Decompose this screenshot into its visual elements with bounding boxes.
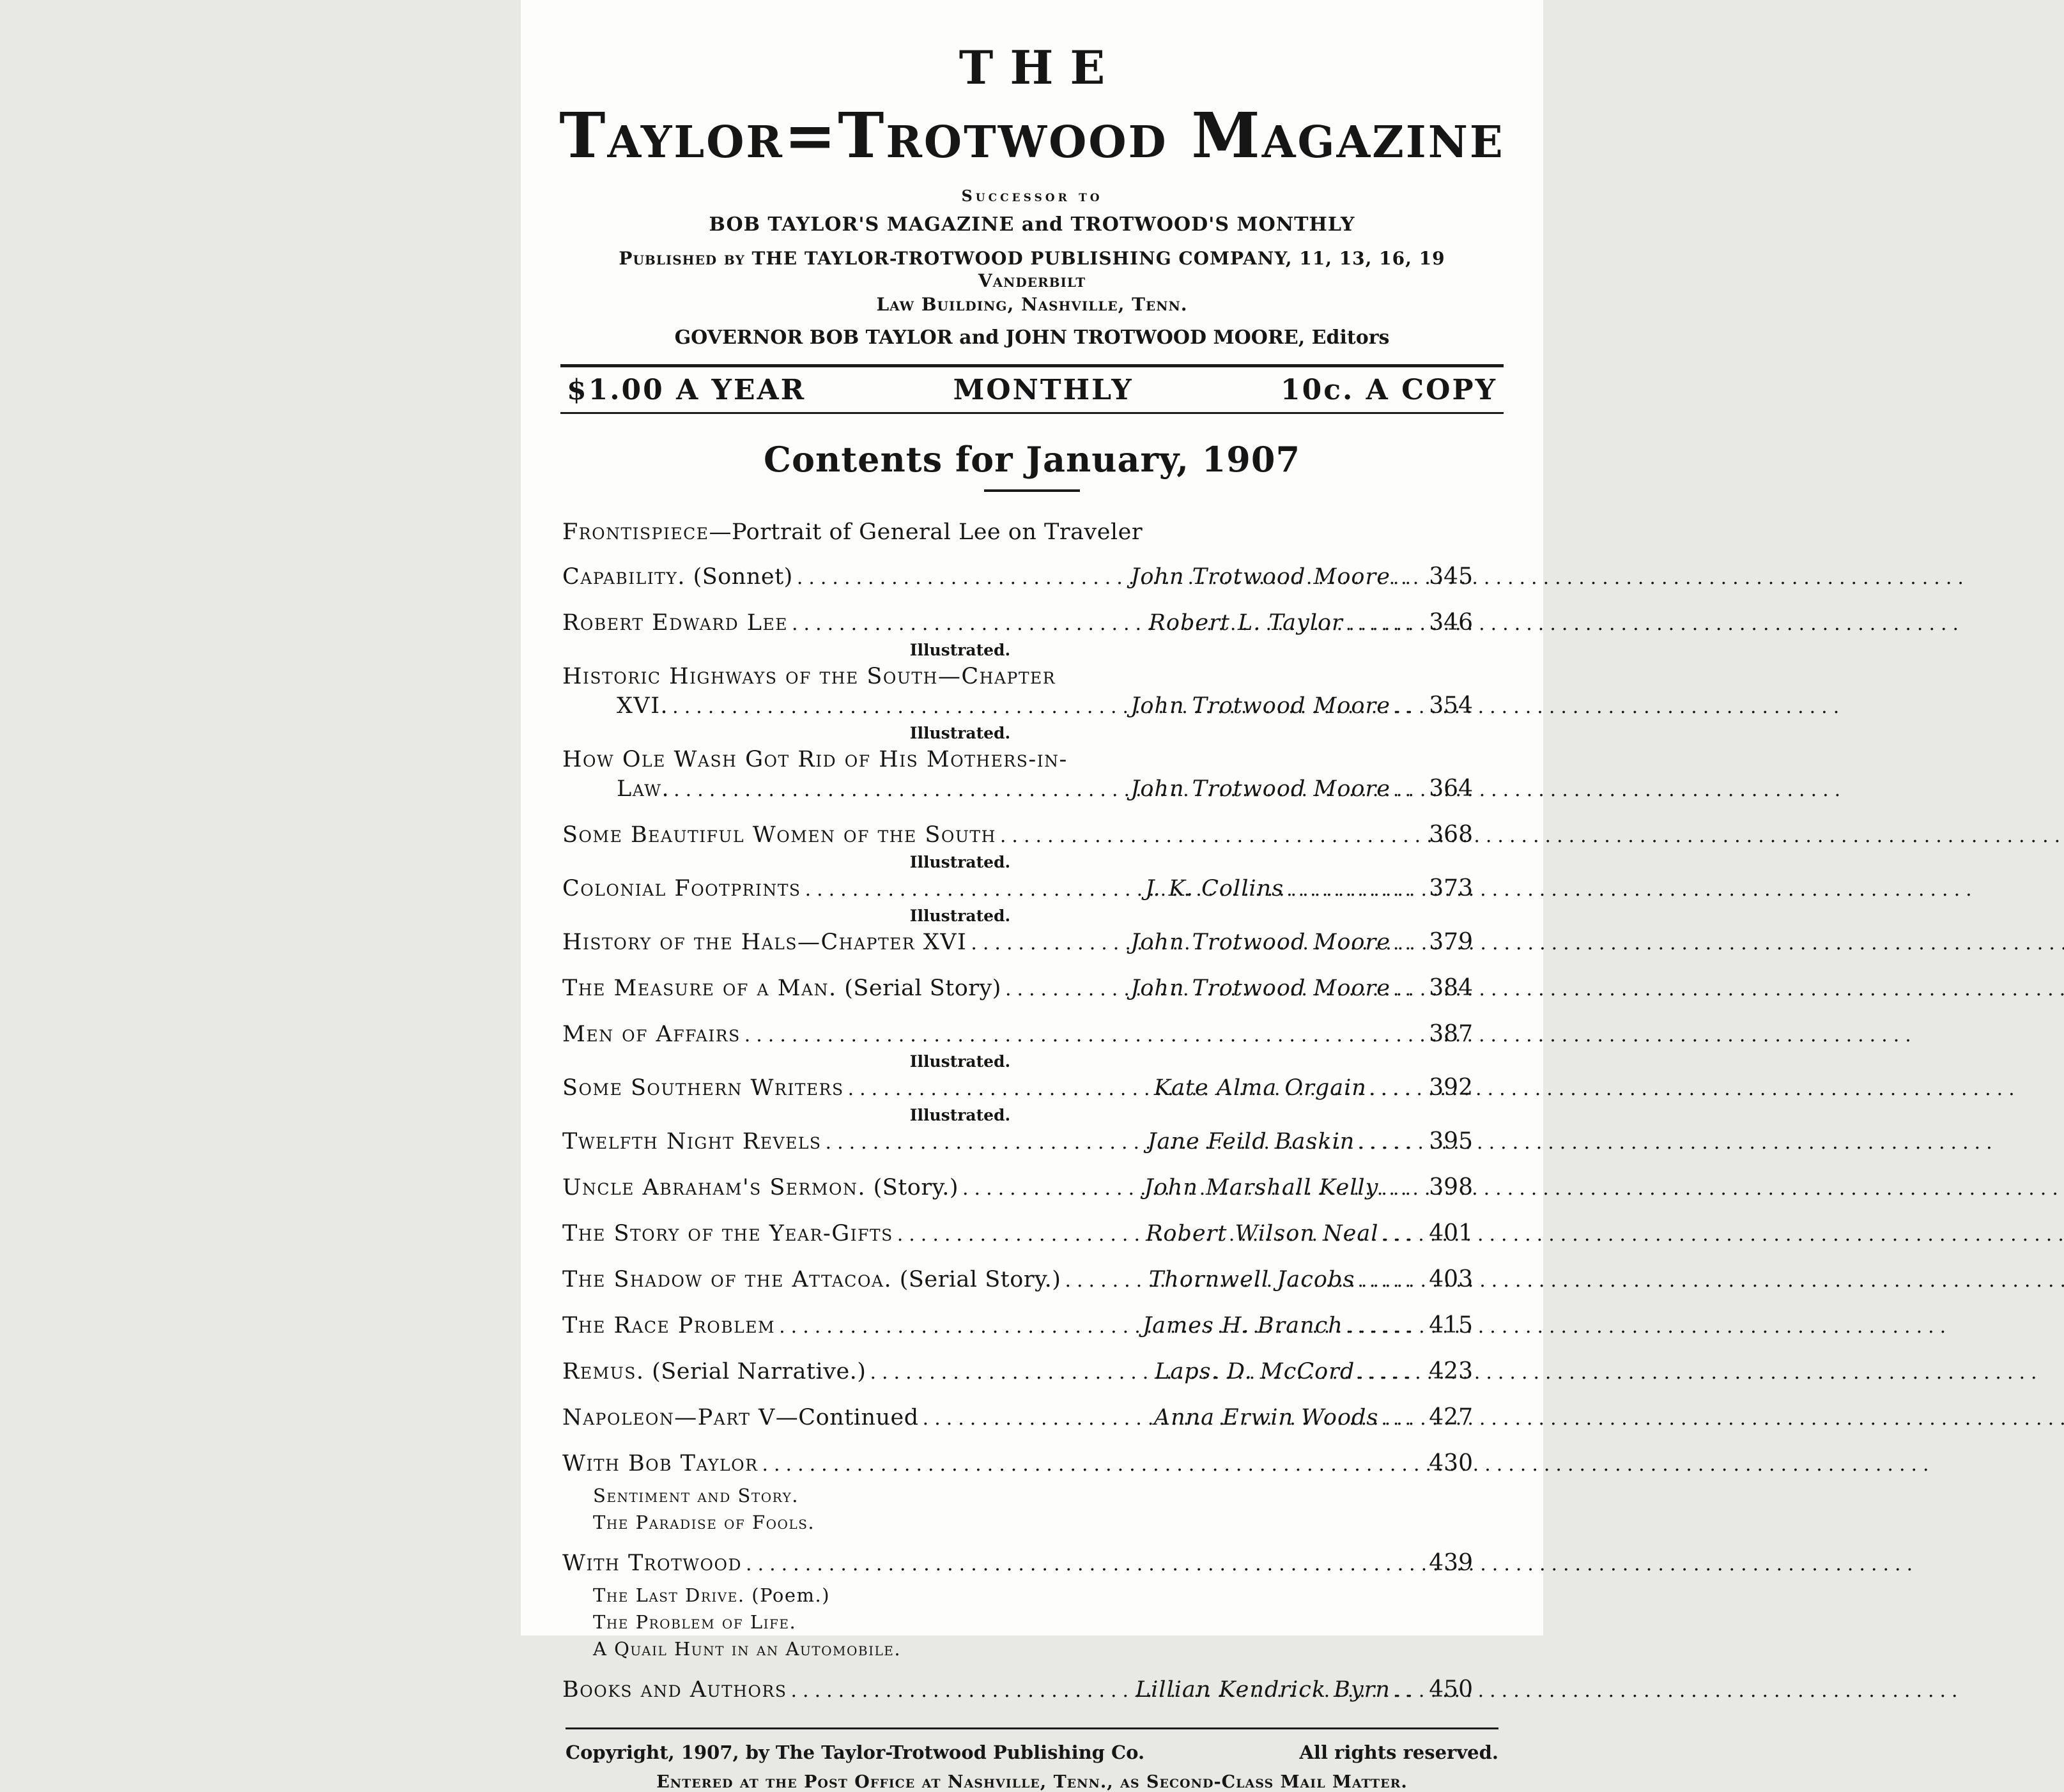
page-number: 373 xyxy=(1429,875,1473,901)
page-number: 345 xyxy=(1429,563,1473,590)
author-name: Robert L. Taylor xyxy=(1148,609,1343,636)
toc-title-suffix: (Serial Narrative.) xyxy=(644,1358,866,1384)
toc-row xyxy=(562,928,1473,958)
illustrated-label: Illustrated. xyxy=(909,1105,1011,1124)
author-leader-dots: .. xyxy=(1392,977,1417,1000)
price-bar xyxy=(560,364,1504,414)
toc-title xyxy=(562,1403,919,1432)
author-leader-dots: .. xyxy=(1392,778,1417,801)
author-leader-dots: ... xyxy=(1381,1223,1417,1246)
toc-entry xyxy=(562,517,1473,547)
page-number: 427 xyxy=(1429,1404,1473,1430)
frequency-label: MONTHLY xyxy=(953,373,1134,406)
page-number: 354 xyxy=(1429,692,1473,719)
toc-entry xyxy=(562,1449,1473,1533)
toc-title-line-1 xyxy=(562,662,1473,691)
author-name: John Trotwood Moore xyxy=(1130,776,1390,802)
author-leader-dots: .. xyxy=(1392,1679,1417,1702)
toc-entry xyxy=(562,1675,1473,1706)
toc-title xyxy=(562,1311,775,1340)
page-number: 368 xyxy=(1429,821,1473,848)
heading-rule xyxy=(984,489,1080,492)
rights-reserved-text: All rights reserved. xyxy=(1299,1741,1498,1763)
toc-title xyxy=(562,1073,844,1103)
toc-title xyxy=(562,1020,741,1049)
toc-title xyxy=(562,1675,787,1704)
leader-dots xyxy=(741,1021,1417,1050)
toc-title-suffix: —Portrait of General Lee on Traveler xyxy=(709,519,1143,545)
toc-entry xyxy=(562,1311,1473,1342)
leader-dots xyxy=(996,822,1417,851)
page-number: 364 xyxy=(1429,775,1473,802)
toc-subitem-text: Sentiment and Story. xyxy=(593,1484,799,1506)
toc-title xyxy=(562,928,967,957)
illustrated-label: Illustrated. xyxy=(909,723,1011,742)
page-number: 387 xyxy=(1429,1020,1473,1047)
author-leader-dots: .. xyxy=(1392,695,1417,718)
toc-title-text: How Ole Wash Got Rid of His Mothers-in- xyxy=(562,746,1068,772)
publisher-line-1: Published by THE TAYLOR-TROTWOOD PUBLISHING COMPANY, 11, 13, 16, 19 Vanderbilt xyxy=(619,247,1445,291)
toc-title-text: Frontispiece xyxy=(562,519,709,545)
toc-row xyxy=(562,562,1473,593)
toc-subitem-text: A Quail Hunt in an Automobile. xyxy=(593,1637,902,1660)
toc-title xyxy=(562,1265,1061,1294)
toc-entry xyxy=(562,1549,1473,1660)
leader-dots xyxy=(793,563,1131,593)
toc-subitem xyxy=(562,1485,1473,1506)
leader-dots xyxy=(742,1550,1417,1579)
editors-line: GOVERNOR BOB TAYLOR and JOHN TROTWOOD MOORE, Editors xyxy=(674,326,1390,349)
toc-title xyxy=(617,691,668,721)
toc-subitem-text: The Last Drive. xyxy=(593,1584,745,1606)
page-number: 346 xyxy=(1429,609,1473,636)
author-name: James H. Branch xyxy=(1143,1312,1343,1338)
toc-title-text: With Trotwood xyxy=(562,1550,743,1576)
page-number: 395 xyxy=(1429,1128,1473,1154)
toc-title-text: Law. xyxy=(617,776,670,802)
author-leader-dots: ........... xyxy=(1286,878,1417,901)
toc-entry xyxy=(562,1073,1473,1124)
toc-entry xyxy=(562,1127,1473,1158)
toc-entry xyxy=(562,928,1473,958)
toc-row xyxy=(562,874,1473,905)
leader-dots xyxy=(1001,975,1130,1004)
page-number: 415 xyxy=(1429,1312,1473,1338)
masthead xyxy=(521,40,1543,349)
leader-dots xyxy=(919,1404,1154,1434)
author-leader-dots: ..... xyxy=(1357,1361,1417,1384)
toc-entry xyxy=(562,974,1473,1004)
leader-dots xyxy=(668,693,1130,722)
author-name: Anna Erwin Woods xyxy=(1153,1404,1379,1430)
toc-row xyxy=(562,1219,1473,1250)
author-name: Thornwell Jacobs xyxy=(1148,1266,1355,1292)
toc-title xyxy=(562,1357,866,1386)
author-name: John Trotwood Moore xyxy=(1130,975,1390,1001)
magazine-title: Taylor=Trotwood Magazine xyxy=(559,99,1505,172)
toc-subitem xyxy=(562,1512,1473,1533)
toc-subitem-suffix: (Poem.) xyxy=(744,1584,831,1606)
leader-dots xyxy=(787,1676,1136,1706)
toc-row xyxy=(562,1675,1473,1706)
author-leader-dots: ..... xyxy=(1357,1131,1417,1154)
publisher-line-2: Law Building, Nashville, Tenn. xyxy=(876,293,1188,315)
toc-title-suffix: (Serial Story.) xyxy=(892,1266,1061,1292)
author-name: J. K. Collins xyxy=(1145,875,1284,901)
author-name: Kate Alma Orgain xyxy=(1153,1075,1367,1101)
page-footer xyxy=(566,1727,1498,1791)
toc-title-suffix: (Story.) xyxy=(865,1174,959,1200)
author-name: John Trotwood Moore xyxy=(1130,563,1390,590)
page-number: 401 xyxy=(1429,1220,1473,1246)
author-leader-dots: ... xyxy=(1381,1407,1417,1430)
toc-row xyxy=(562,1127,1473,1158)
page-number: 392 xyxy=(1429,1074,1473,1101)
author-name: Laps. D. McCord xyxy=(1155,1358,1355,1384)
author-leader-dots: .. xyxy=(1392,566,1417,589)
successor-line: Successor to xyxy=(961,186,1103,205)
toc-row xyxy=(562,1403,1473,1434)
toc-subitem-text: The Problem of Life. xyxy=(593,1611,797,1633)
toc-row xyxy=(562,1020,1473,1050)
toc-title-text: Some Beautiful Women of the South xyxy=(562,822,996,848)
author-name: John Marshall Kelly xyxy=(1144,1174,1379,1200)
page-number: 398 xyxy=(1429,1174,1473,1200)
toc-entry xyxy=(562,874,1473,925)
toc-title xyxy=(562,1449,758,1478)
toc-entry xyxy=(562,608,1473,659)
leader-dots xyxy=(670,776,1130,805)
masthead-the: THE xyxy=(959,40,1122,95)
toc-title xyxy=(562,820,996,850)
toc-entry xyxy=(562,820,1473,871)
author-leader-dots: .. xyxy=(1392,931,1417,954)
toc-row xyxy=(562,1265,1473,1296)
toc-title-text: Some Southern Writers xyxy=(562,1075,844,1101)
toc-row xyxy=(562,974,1473,1004)
leader-dots xyxy=(1061,1266,1148,1296)
toc-title-text: Robert Edward Lee xyxy=(562,609,788,636)
toc-subitem-text: The Paradise of Fools. xyxy=(593,1511,815,1533)
toc-title-text: History of the Hals—Chapter XVI xyxy=(562,929,967,955)
leader-dots xyxy=(788,609,1149,639)
toc-title xyxy=(562,1173,959,1202)
toc-title-text: Colonial Footprints xyxy=(562,875,801,901)
toc-title xyxy=(562,974,1001,1003)
toc-title-text: XVI. xyxy=(617,693,669,719)
toc-subitem xyxy=(562,1638,1473,1660)
toc-title-text: Capability. xyxy=(562,563,686,590)
toc-title-text: Napoleon—Part V xyxy=(562,1404,776,1430)
toc-title-text: The Shadow of the Attacoa. xyxy=(562,1266,893,1292)
toc-row xyxy=(562,1449,1473,1480)
toc-title-text: Historic Highways of the South—Chapter xyxy=(562,663,1056,689)
toc-title xyxy=(562,562,793,592)
toc-entry xyxy=(562,662,1473,742)
leader-dots xyxy=(844,1075,1154,1104)
author-leader-dots: ...... xyxy=(1345,1315,1417,1338)
toc-title-text: Men of Affairs xyxy=(562,1021,741,1047)
toc-title xyxy=(562,1127,822,1156)
leader-dots xyxy=(758,1450,1417,1480)
toc-title-text: Twelfth Night Revels xyxy=(562,1128,822,1154)
leader-dots xyxy=(801,875,1146,905)
toc-entry xyxy=(562,1219,1473,1250)
author-name: Robert Wilson Neal xyxy=(1146,1220,1379,1246)
toc-entry xyxy=(562,1265,1473,1296)
illustrated-label: Illustrated. xyxy=(909,1052,1011,1071)
toc-title-text: With Bob Taylor xyxy=(562,1450,759,1476)
toc-entry xyxy=(562,1020,1473,1071)
toc-row xyxy=(562,1549,1473,1579)
toc-title xyxy=(562,874,801,903)
toc-row xyxy=(562,774,1473,805)
magazine-contents-page xyxy=(521,0,1543,1792)
entered-mail-line: Entered at the Post Office at Nashville, Tenn., as Second-Class Mail Matter. xyxy=(656,1772,1408,1792)
toc-entry xyxy=(562,562,1473,593)
toc-title-text: Remus. xyxy=(562,1358,645,1384)
leader-dots xyxy=(893,1220,1146,1250)
toc-entry xyxy=(562,1357,1473,1388)
page-number: 423 xyxy=(1429,1358,1473,1384)
toc-title xyxy=(562,517,1143,547)
author-leader-dots: ..... xyxy=(1357,1269,1417,1292)
toc-title-suffix: —Continued xyxy=(775,1404,919,1430)
toc-title xyxy=(617,774,670,804)
author-name: Jane Feild Baskin xyxy=(1147,1128,1355,1154)
leader-dots xyxy=(775,1312,1143,1342)
illustrated-label: Illustrated. xyxy=(909,852,1011,871)
illustrated-label: Illustrated. xyxy=(909,906,1011,925)
page-number: 430 xyxy=(1429,1450,1473,1476)
toc-row xyxy=(562,1357,1473,1388)
toc-row xyxy=(562,608,1473,639)
toc-row xyxy=(562,691,1473,722)
price-per-copy: 10c. A COPY xyxy=(1281,373,1497,406)
leader-dots xyxy=(967,929,1130,958)
toc-title xyxy=(562,608,788,638)
toc-title xyxy=(562,1219,893,1248)
author-name: John Trotwood Moore xyxy=(1130,693,1390,719)
toc-title-text: The Story of the Year-Gifts xyxy=(562,1220,893,1246)
table-of-contents xyxy=(562,517,1473,1706)
toc-entry xyxy=(562,745,1473,805)
author-name: Lillian Kendrick Byrn xyxy=(1135,1676,1390,1703)
illustrated-label: Illustrated. xyxy=(909,640,1011,659)
footer-rule xyxy=(566,1727,1498,1729)
page-number: 403 xyxy=(1429,1266,1473,1292)
toc-title-text: Books and Authors xyxy=(562,1676,787,1703)
leader-dots xyxy=(822,1128,1148,1158)
author-leader-dots: ... xyxy=(1381,1177,1417,1200)
toc-subitem xyxy=(562,1611,1473,1633)
author-leader-dots: ...... xyxy=(1345,612,1417,635)
copyright-text: Copyright, 1907, by The Taylor-Trotwood Publishing Co. xyxy=(566,1741,1145,1763)
toc-title-text: The Race Problem xyxy=(562,1312,776,1338)
toc-title xyxy=(562,1549,742,1578)
toc-subitem xyxy=(562,1584,1473,1606)
author-leader-dots: .... xyxy=(1369,1077,1417,1100)
toc-entry xyxy=(562,1403,1473,1434)
leader-dots xyxy=(959,1174,1144,1204)
toc-title-suffix: (Serial Story) xyxy=(836,975,1001,1001)
page-number: 439 xyxy=(1429,1549,1473,1576)
toc-row xyxy=(562,820,1473,851)
toc-row xyxy=(562,1173,1473,1204)
predecessors-line: BOB TAYLOR'S MAGAZINE and TROTWOOD'S MONTHLY xyxy=(709,213,1355,236)
leader-dots xyxy=(866,1358,1155,1388)
toc-title-text: Uncle Abraham's Sermon. xyxy=(562,1174,866,1200)
toc-title-text: The Measure of a Man. xyxy=(562,975,837,1001)
page-number: 384 xyxy=(1429,974,1473,1001)
toc-row xyxy=(562,517,1473,547)
toc-row xyxy=(562,1073,1473,1104)
price-per-year: $1.00 A YEAR xyxy=(567,373,806,406)
toc-title-line-1 xyxy=(562,745,1473,774)
page-number: 379 xyxy=(1429,928,1473,955)
contents-heading: Contents for January, 1907 xyxy=(763,438,1301,480)
toc-title-suffix: (Sonnet) xyxy=(685,563,793,590)
author-name: John Trotwood Moore xyxy=(1130,929,1390,955)
page-number: 450 xyxy=(1429,1676,1473,1703)
toc-entry xyxy=(562,1173,1473,1204)
toc-row xyxy=(562,1311,1473,1342)
